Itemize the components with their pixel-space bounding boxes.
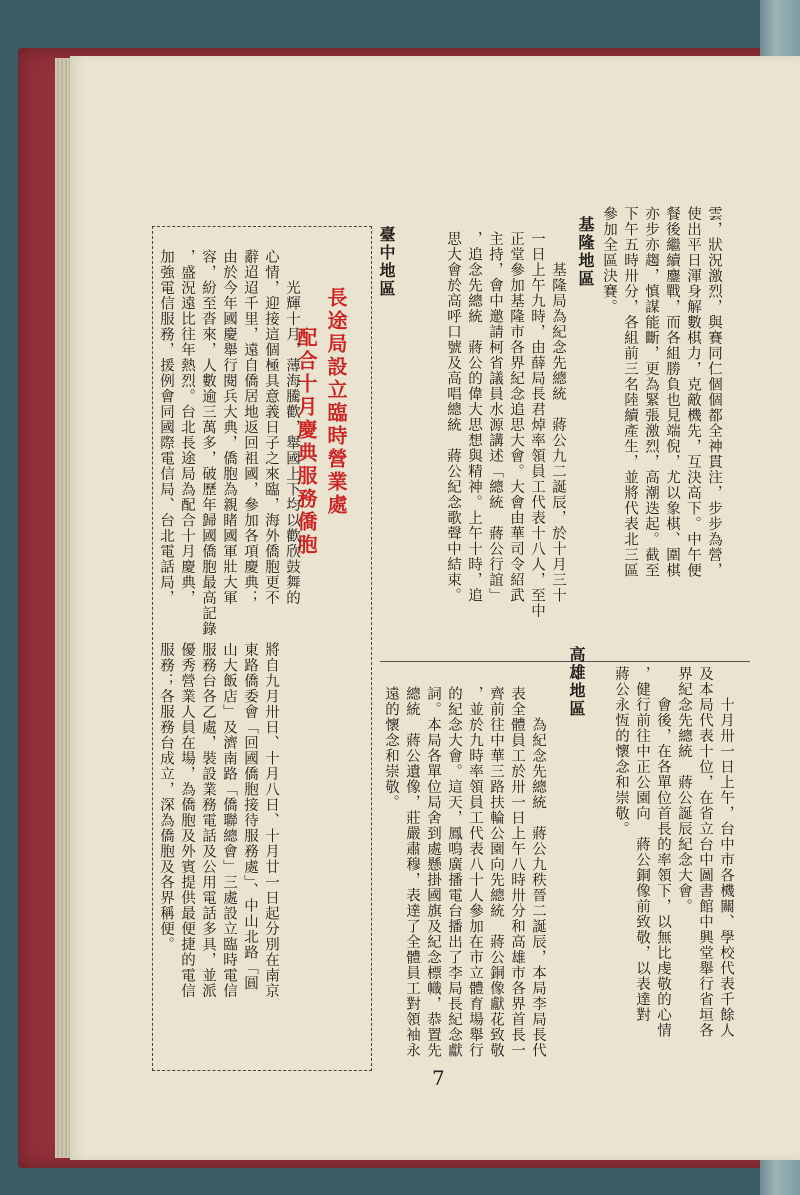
box-paragraph-bottom: 將自九月卅日、十月八日、十月廿一日起分別在南京 東路僑委會「回國僑胞接待服務處」、中山北路「圓 山大飯店」及濟南路「僑聯總會」三處設立臨時電信 服務台各乙處，裝設業務電話及公用電話多具，並派 優秀營業人員在場，為僑胞及外賓提供最便捷的電信 服務；各服務台成立，深為僑胞及各界稱便。 (158, 642, 279, 999)
box-title-line1: 長途局設立臨時營業處 (324, 287, 348, 517)
page-number: 7 (432, 1066, 445, 1090)
kaohsiung-paragraph: 為紀念先總統 蔣公九秩晉二誕辰，本局李局長代 表全體員工於卅一日上午八時卅分和高雄市各界首長一 齊前往中華三路扶輪公園向先總統 蔣公銅像獻花致敬 ，並於九時率領員工代表八十人參加在市立體育場舉行 的紀念大會。這天，鳳鳴廣播電台播出了李局長紀念獻 詞。本局各單位局舍到處懸掛國旗及紀念標幟，恭置先 總統 蔣公遺像，莊嚴肅穆，表達了全體員工對領袖永 遠的懷念和崇敬。 (383, 686, 546, 1058)
keelung-heading: 基隆地區 (576, 216, 595, 288)
box-paragraph-top: 光輝十月，薄海騰歡，舉國上下均以歡欣鼓舞的 心情，迎接這個極具意義日子之來臨，海外僑胞更不 辭迢迢千里，遠自僑居地返回祖國，參加各項慶典； 由於今年國慶舉行閱兵大典，僑胞為親睹國軍壯大軍 容，紛至沓來，人數逾三萬多，破歷年歸國僑胞最高記錄 ，盛況遠比往年熱烈。台北長途局為配合十月慶典， 加強電信服務，援例會同國際電信局、台北電話局， (158, 249, 300, 637)
book-page (70, 56, 800, 1160)
box-title-line2: 配合十月慶典服務僑胞 (294, 327, 318, 557)
section-divider (380, 661, 750, 662)
announcement-box (152, 226, 372, 1071)
taichung-paragraph: 十月卅一日上午，台中市各機關、學校代表千餘人 及本局代表十位，在省立台中圖書館中興堂舉行省垣各 界紀念先總統 蔣公誕辰紀念大會。 會後，在各單位首長的率領下，以無比虔敬的心情 ，健行前往中正公園向 蔣公銅像前致敬，以表達對 蔣公永恆的懷念和崇敬。 (613, 666, 734, 1038)
keelung-paragraph: 基隆局為紀念先總統 蔣公九二誕辰，於十月三十 一日上午九時，由薛局長君焯率領員工代表十八人，至中 正堂參加基隆市各界紀念追思大會。大會由華司令紹武 主持，會中邀請柯省議員水源講述「總統 蔣公行誼」 ，追念先總統 蔣公的偉大思想與精神。上午十時，追 思大會於高呼口號及高唱總統 蔣公紀念歌聲中結束。 (445, 231, 566, 619)
taichung-heading: 臺中地區 (377, 226, 396, 298)
top-right-paragraph: 雲，狀況激烈，與賽同仁個個都全神貫注，步步為營， 使出平日渾身解數棋力，克敵機先，互決高下。中午便 餐後繼續鏖戰，而各組勝負也見端倪，尤以象棋、圍棋 亦步亦趨，慎謀能斷，更為緊張激烈，高潮迭起。截至 下午五時卅分，各組前三名陸續產生，並將代表北三區 參加全區決賽。 (601, 206, 722, 578)
kaohsiung-heading: 高雄地區 (567, 646, 586, 718)
